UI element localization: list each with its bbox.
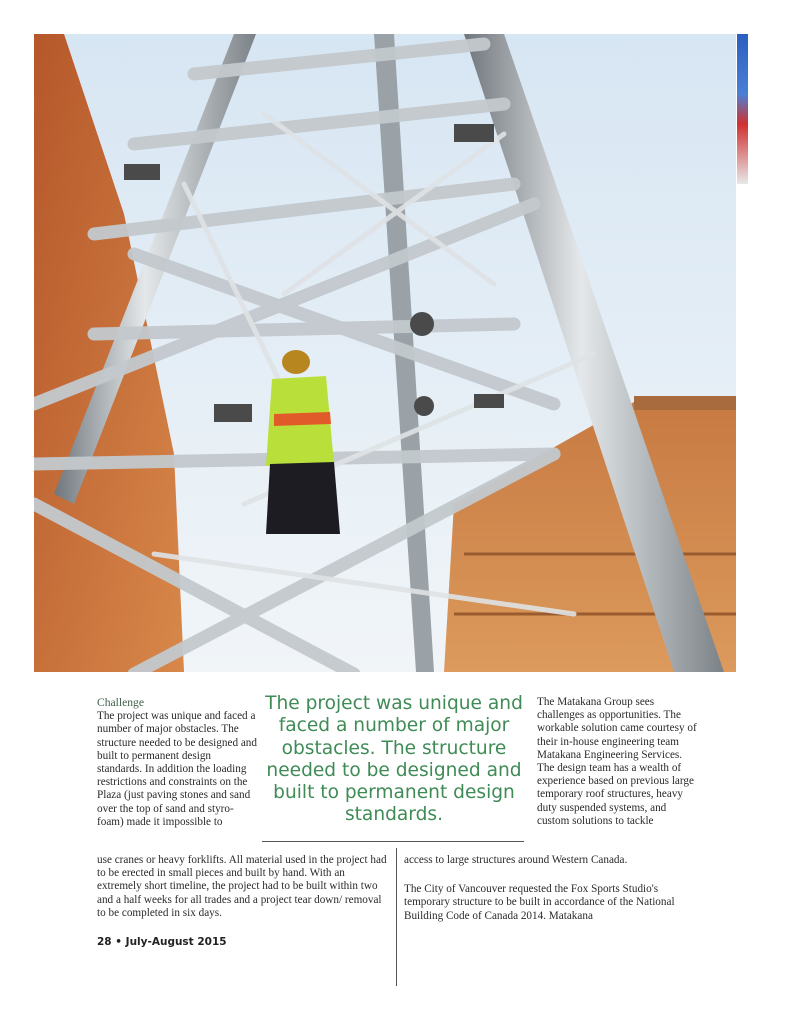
column-divider (396, 848, 397, 986)
article-column-1-continued (97, 854, 389, 920)
body-paragraph-3: The Matakana Group sees challenges as opportunities. The workable solution came courtesy of their in-house engineering team Matakana Engineering Services. The design team has a wealth of experience based on previous large temporary roof structures, heavy duty suspended systems, and custom solutions to tackle (537, 696, 697, 827)
body-paragraph-1-continued: use cranes or heavy forklifts. All material used in the project had to be erected in small pieces and built by hand. With an extremely short timeline, the project had to be built within two and a half weeks for all trades and a project tear down/ removal to be completed in six days. (97, 854, 387, 919)
scaffold-photo (34, 34, 736, 672)
page-number: 28 (97, 936, 112, 948)
pull-quote-rule (262, 841, 524, 842)
body-paragraph-4: The City of Vancouver requested the Fox Sports Studio's temporary structure to be built in accordance of the National Building Code of Canada 2014. Matakana (404, 883, 675, 922)
article-column-1 (97, 696, 257, 829)
pull-quote: The project was unique and faced a number of major obstacles. The structure needed to be designed and built to permanent design standards. (265, 693, 523, 826)
issue-date: July-August 2015 (125, 936, 227, 948)
section-heading: Challenge (97, 696, 145, 709)
adjacent-page-edge (737, 34, 748, 184)
article-column-3 (537, 696, 699, 828)
footer-separator: • (115, 936, 122, 948)
article-column-3-continued (404, 854, 704, 939)
page-footer (97, 936, 227, 948)
scaffold-tower-illustration (34, 34, 736, 672)
body-paragraph-3-continued: access to large structures around Western Canada. (404, 854, 628, 866)
body-paragraph-1: The project was unique and faced a number of major obstacles. The structure needed to be designed and built to permanent design standards. In addition the loading restrictions and constraints on the Plaza (just paving stones and sand over the top of sand and styro-foam) made it impossible to (97, 710, 257, 828)
